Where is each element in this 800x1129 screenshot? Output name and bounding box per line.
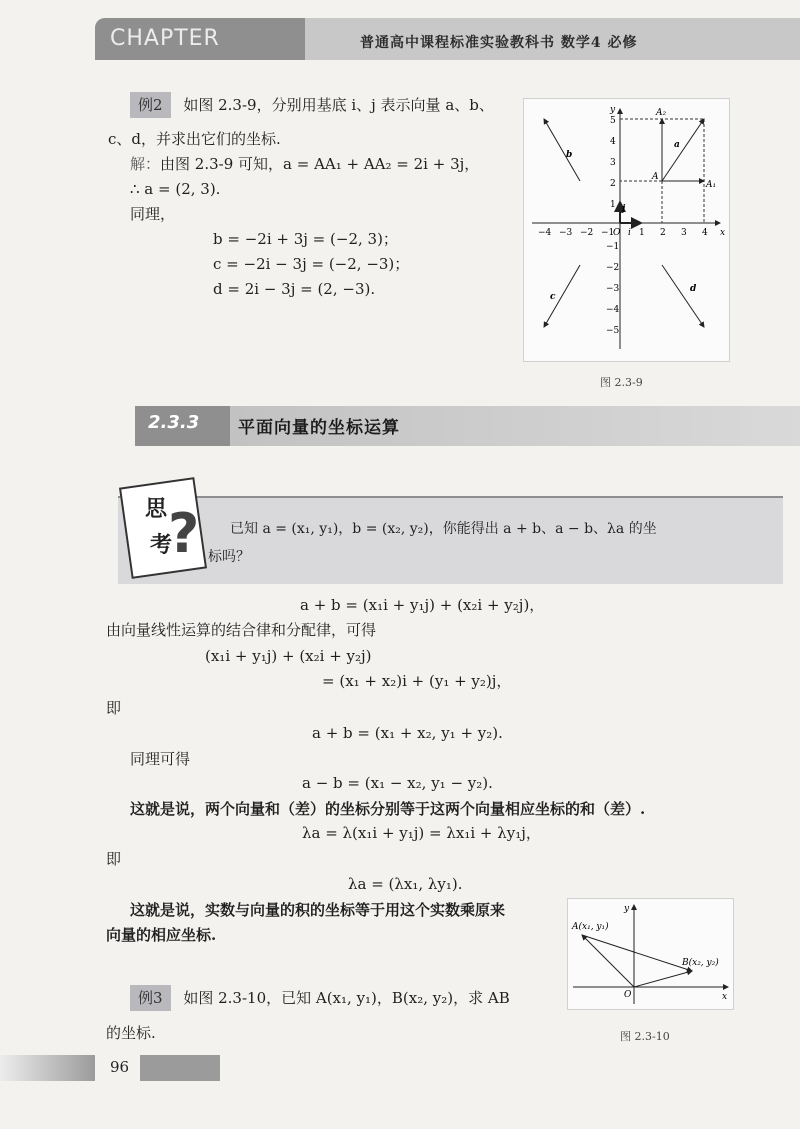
point-A2-label: A₂	[656, 108, 667, 118]
eq-sum-step2: = (x₁ + x₂)i + (y₁ + y₂)j，	[322, 672, 512, 690]
y-tick: −5	[606, 326, 620, 336]
figure-2-3-10	[567, 898, 734, 1010]
paragraph-scalar-rule-1: 这就是说，实数与向量的积的坐标等于用这个实数乘原来	[130, 901, 506, 919]
point-A-label: A(x₁, y₁)	[572, 922, 609, 932]
vector-d-label: d	[690, 284, 697, 294]
vector-c-label: c	[550, 292, 556, 302]
x-axis-label: x	[722, 992, 728, 1002]
paragraph-associative: 由向量线性运算的结合律和分配律，可得	[106, 621, 377, 639]
points-diagram-svg	[568, 899, 733, 1009]
x-tick: −4	[538, 228, 552, 238]
point-B-label: B(x₂, y₂)	[682, 958, 719, 968]
think-icon-char1: 思	[145, 496, 168, 522]
point-A-label: A	[652, 172, 659, 182]
example-3-line	[130, 985, 510, 1011]
paragraph-sum-rule: 这就是说，两个向量和（差）的坐标分别等于这两个向量相应坐标的和（差）.	[130, 800, 646, 818]
i-label: i	[628, 228, 631, 238]
therefore-line: ∴ a = (2, 3).	[130, 180, 221, 198]
similarly-label: 同理，	[130, 205, 176, 223]
y-tick: 1	[610, 200, 616, 210]
figure-2-3-9-caption: 图 2.3-9	[600, 376, 643, 389]
solution-line	[130, 153, 479, 175]
chapter-label: CHAPTER	[110, 26, 220, 51]
question-mark-icon: ?	[168, 502, 200, 565]
solution-label: 解：	[130, 155, 161, 173]
eq-sum-step1: (x₁i + y₁j) + (x₂i + y₂j)	[205, 647, 372, 665]
think-icon-char2: 考	[150, 532, 173, 558]
example-2-line1	[130, 92, 494, 118]
y-tick: −1	[606, 242, 620, 252]
vector-b	[544, 119, 580, 181]
section-title: 平面向量的坐标运算	[238, 418, 400, 438]
y-tick: 2	[610, 179, 616, 189]
eq-scalar-result: λa = (λx₁, λy₁).	[348, 875, 463, 893]
example-2-tag: 例2	[130, 92, 171, 118]
example-3-line2: 的坐标.	[106, 1024, 156, 1042]
y-tick: −2	[606, 263, 620, 273]
paragraph-scalar-rule-2: 向量的相应坐标.	[106, 926, 217, 944]
y-tick: 3	[610, 158, 616, 168]
y-axis-label: y	[610, 105, 616, 115]
x-tick: 4	[702, 228, 708, 238]
x-tick: −1	[601, 228, 615, 238]
point-A1-label: A₁	[706, 180, 717, 190]
eq-d: d = 2i − 3j = (2, −3).	[213, 280, 376, 298]
footer-band-right	[140, 1055, 220, 1081]
x-axis-label: x	[720, 228, 726, 238]
origin-label: O	[613, 228, 621, 238]
x-tick: −2	[580, 228, 594, 238]
j-label: j	[622, 204, 626, 214]
section-band	[135, 406, 800, 446]
figure-2-3-10-caption: 图 2.3-10	[620, 1030, 670, 1043]
think-line2: 标吗？	[208, 549, 250, 565]
book-title: 普通高中课程标准实验教科书 数学4 必修	[360, 35, 638, 51]
y-tick: −4	[606, 305, 620, 315]
eq-sum-expansion: a + b = (x₁i + y₁j) + (x₂i + y₂j)，	[300, 596, 545, 614]
vector-AB	[582, 935, 692, 971]
x-tick: −3	[559, 228, 573, 238]
y-tick: −3	[606, 284, 620, 294]
x-tick: 2	[660, 228, 666, 238]
origin-label: O	[624, 990, 632, 1000]
example-2-line2: c、d，并求出它们的坐标.	[108, 130, 281, 148]
y-tick: 4	[610, 137, 616, 147]
example-3-tag: 例3	[130, 985, 171, 1011]
footer-band-left	[0, 1055, 95, 1081]
x-tick: 3	[681, 228, 687, 238]
ji-label-1: 即	[106, 699, 122, 717]
eq-scalar-expansion: λa = λ(x₁i + y₁j) = λx₁i + λy₁j，	[302, 824, 541, 842]
solution-text: 由图 2.3-9 可知，a = AA₁ + AA₂ = 2i + 3j，	[160, 155, 480, 173]
eq-c: c = −2i − 3j = (−2, −3)；	[213, 255, 410, 273]
figure-2-3-9	[523, 98, 730, 362]
example-2-text: 如图 2.3-9，分别用基底 i、j 表示向量 a、b、	[183, 96, 494, 114]
vector-d	[662, 265, 704, 327]
eq-diff-result: a − b = (x₁ − x₂, y₁ − y₂).	[302, 774, 493, 792]
vector-b-label: b	[566, 150, 573, 160]
eq-b: b = −2i + 3j = (−2, 3)；	[213, 230, 398, 248]
ji-label-2: 即	[106, 850, 122, 868]
page-number: 96	[110, 1058, 130, 1076]
eq-sum-result: a + b = (x₁ + x₂, y₁ + y₂).	[312, 724, 503, 742]
paragraph-similarly: 同理可得	[130, 750, 191, 768]
vector-OB	[634, 971, 692, 987]
think-line1: 已知 a = (x₁, y₁)，b = (x₂, y₂)，你能得出 a + b、a − b、λa 的坐	[230, 521, 657, 537]
vector-a	[662, 119, 704, 181]
x-tick: 1	[639, 228, 645, 238]
coordinate-grid-svg	[524, 99, 729, 361]
example-3-text: 如图 2.3-10，已知 A(x₁, y₁)，B(x₂, y₂)，求 AB	[183, 989, 510, 1007]
y-tick: 5	[610, 116, 616, 126]
vector-a-label: a	[674, 140, 680, 150]
section-number: 2.3.3	[148, 412, 200, 433]
vector-OA	[582, 935, 634, 987]
y-axis-label: y	[624, 904, 630, 914]
think-box	[118, 496, 783, 584]
